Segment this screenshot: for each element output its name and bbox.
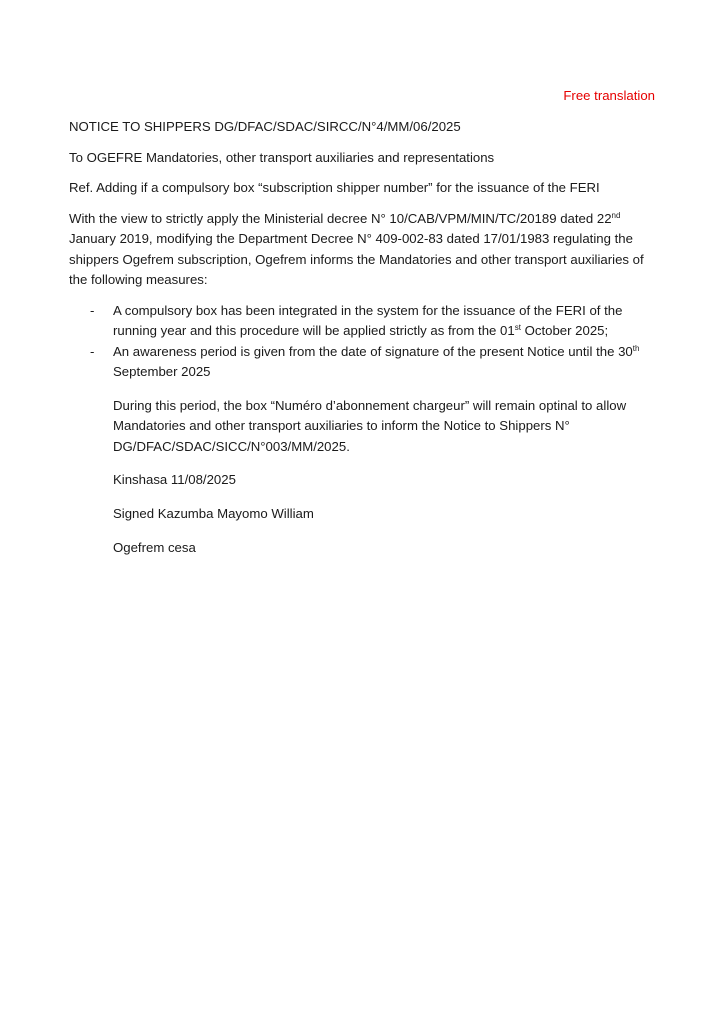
measure-item-awareness-period (69, 342, 659, 383)
measure-text-part1: An awareness period is given from the date of signature of the present Notice until the 30 (113, 343, 633, 359)
measure-ordinal-suffix: th (632, 343, 640, 353)
notice-title: NOTICE TO SHIPPERS DG/DFAC/SDAC/SIRCC/N°4/MM/06/2025 (69, 119, 461, 134)
period-note: During this period, the box “Numéro d’abonnement chargeur” will remain optinal to allow Mandatories and other transport auxiliaries to inform the Notice to Shippers N° DG/DFAC/SDAC/SICC/N°003/MM/2025. (113, 397, 627, 454)
measure-ordinal-suffix: st (514, 323, 521, 332)
measure-text-part1: A compulsory box has been integrated in the system for the issuance of the FERI of the running year and this procedure will be applied strictly as from the 01 (113, 302, 623, 338)
intro-text-part1: With the view to strictly apply the Ministerial decree N° 10/CAB/VPM/MIN/TC/20189 dated 22 (69, 210, 612, 226)
organization-name: Ogefrem cesa (113, 539, 196, 555)
bullet-dash: - (90, 343, 95, 359)
place-date: Kinshasa 11/08/2025 (113, 472, 236, 488)
measure-text-part2: October 2025; (520, 323, 609, 338)
intro-text-part2: January 2019, modifying the Department Decree N° 409-002-83 dated 17/01/1983 regulating the shippers Ogefrem subscription, Ogefrem informs the Mandatories and other transport auxiliaries of the following measures: (69, 231, 644, 287)
measures-list (69, 301, 659, 383)
intro-ordinal-suffix: nd (611, 210, 621, 220)
free-translation-label: Free translation (563, 88, 655, 103)
addressees: To OGEFRE Mandatories, other transport auxiliaries and representations (69, 149, 495, 165)
measure-item-compulsory-box (69, 301, 659, 342)
signature-line: Signed Kazumba Mayomo William (113, 506, 314, 522)
measure-text-part2: September 2025 (113, 364, 211, 379)
reference-line: Ref. Adding if a compulsory box “subscription shipper number” for the issuance of the FERI (69, 180, 600, 195)
intro-paragraph (69, 209, 659, 291)
notice-body (69, 117, 659, 568)
bullet-dash: - (90, 302, 95, 318)
